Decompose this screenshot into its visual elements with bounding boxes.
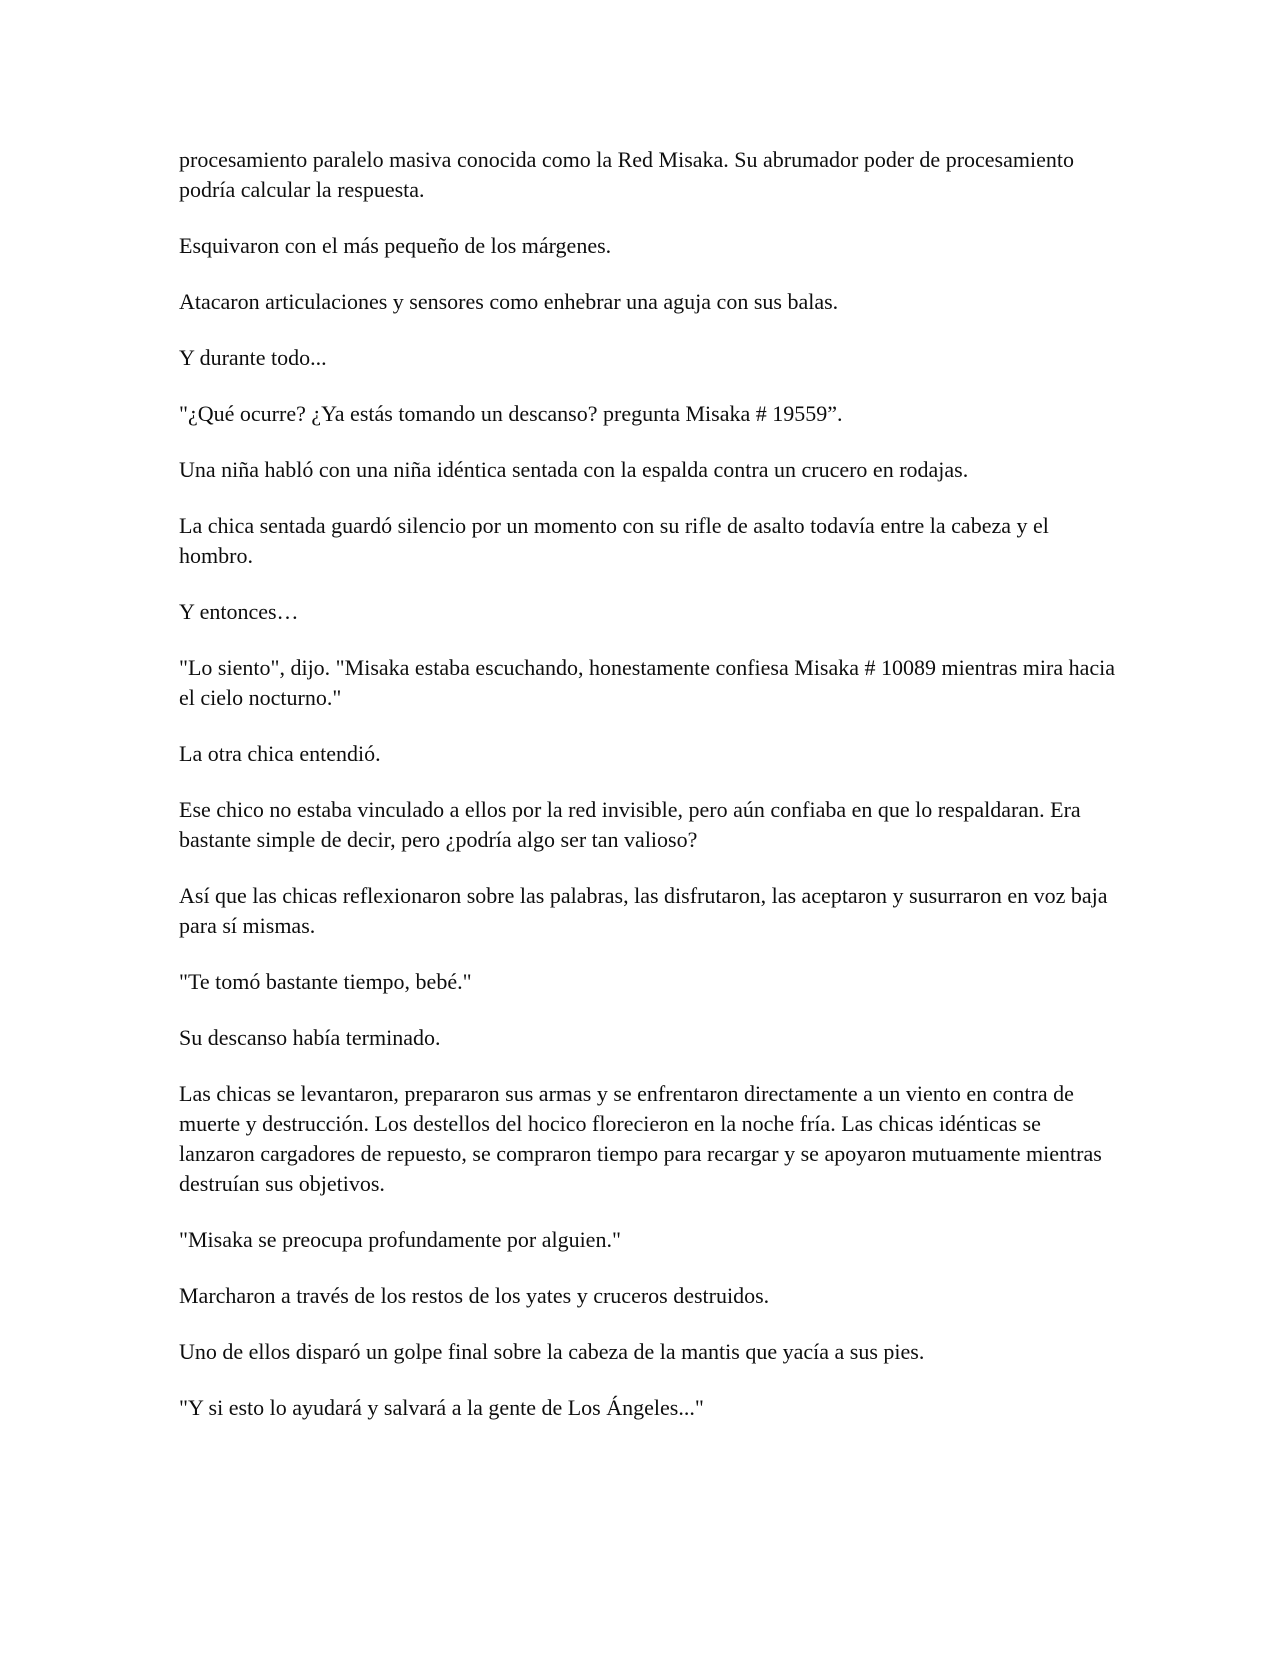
paragraph: "Te tomó bastante tiempo, bebé." <box>179 969 472 994</box>
paragraph: Ese chico no estaba vinculado a ellos por la red invisible, pero aún confiaba en que lo respaldaran. Era bastante simple de decir, pero ¿podría algo ser tan valioso? <box>179 797 1081 852</box>
paragraph: "Y si esto lo ayudará y salvará a la gente de Los Ángeles..." <box>179 1395 704 1420</box>
paragraph: Las chicas se levantaron, prepararon sus armas y se enfrentaron directamente a un viento en contra de muerte y destrucción. Los destellos del hocico florecieron en la noche fría. Las chicas idénticas se lanzaron cargadores de repuesto, se compraron tiempo para recargar y se apoyaron mutuamente mientras destruían sus objetivos. <box>179 1081 1102 1196</box>
paragraph: "Misaka se preocupa profundamente por alguien." <box>179 1227 621 1252</box>
paragraph: La chica sentada guardó silencio por un momento con su rifle de asalto todavía entre la cabeza y el hombro. <box>179 513 1049 568</box>
paragraph: Y durante todo... <box>179 345 327 370</box>
paragraph: "¿Qué ocurre? ¿Ya estás tomando un descanso? pregunta Misaka # 19559”. <box>179 401 843 426</box>
document-text-block <box>179 145 1119 1423</box>
paragraph: "Lo siento", dijo. "Misaka estaba escuchando, honestamente confiesa Misaka # 10089 mientras mira hacia el cielo nocturno." <box>179 655 1115 710</box>
paragraph: Una niña habló con una niña idéntica sentada con la espalda contra un crucero en rodajas. <box>179 457 969 482</box>
paragraph: Atacaron articulaciones y sensores como enhebrar una aguja con sus balas. <box>179 289 839 314</box>
paragraph: Su descanso había terminado. <box>179 1025 441 1050</box>
paragraph: Así que las chicas reflexionaron sobre las palabras, las disfrutaron, las aceptaron y susurraron en voz baja para sí mismas. <box>179 883 1108 938</box>
paragraph: Uno de ellos disparó un golpe final sobre la cabeza de la mantis que yacía a sus pies. <box>179 1339 925 1364</box>
paragraph: La otra chica entendió. <box>179 741 381 766</box>
paragraph: procesamiento paralelo masiva conocida como la Red Misaka. Su abrumador poder de procesamiento podría calcular la respuesta. <box>179 147 1074 202</box>
paragraph: Marcharon a través de los restos de los yates y cruceros destruidos. <box>179 1283 770 1308</box>
paragraph: Esquivaron con el más pequeño de los márgenes. <box>179 233 612 258</box>
paragraph: Y entonces… <box>179 599 299 624</box>
